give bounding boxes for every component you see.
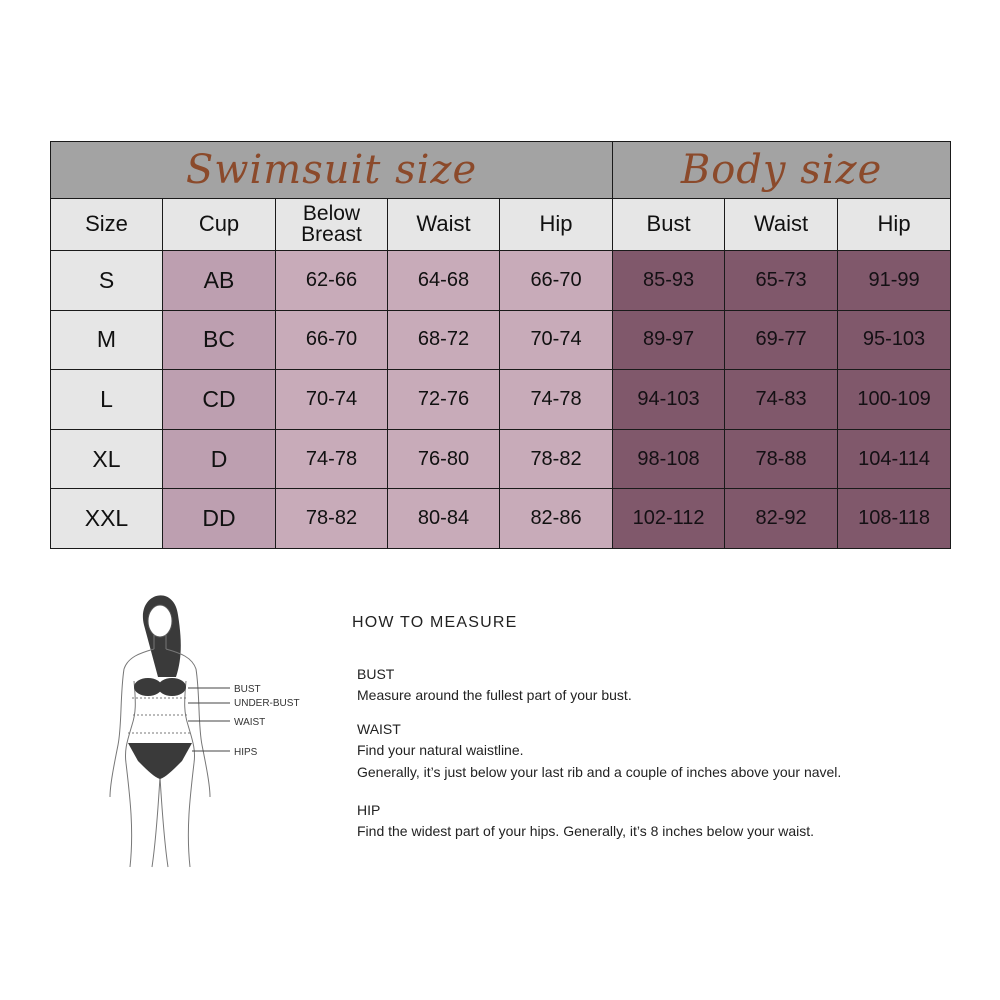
hip-cell: 70-74	[500, 310, 613, 370]
below-breast-cell: 62-66	[276, 251, 388, 311]
header-below-breast: Below Breast	[276, 198, 388, 251]
header-waist: Waist	[388, 198, 500, 251]
hip-cell: 78-82	[500, 429, 613, 489]
hip-description: Find the widest part of your hips. Generally, it’s 8 inches below your waist.	[357, 823, 815, 839]
body-measurement-figure	[100, 585, 310, 875]
size-cell: L	[51, 370, 163, 430]
body-hip-cell: 91-99	[838, 251, 951, 311]
waist-description-2: Generally, it’s just below your last rib and a couple of inches above your navel.	[357, 764, 842, 780]
hip-label: HIP	[357, 802, 381, 818]
below-breast-cell: 70-74	[276, 370, 388, 430]
body-waist-cell: 74-83	[725, 370, 838, 430]
waist-cell: 68-72	[388, 310, 500, 370]
bust-description: Measure around the fullest part of your bust.	[357, 687, 632, 703]
waist-description-1: Find your natural waistline.	[357, 742, 524, 758]
briefs-icon	[128, 743, 192, 779]
size-cell: S	[51, 251, 163, 311]
size-cell: XL	[51, 429, 163, 489]
bust-label: BUST	[357, 666, 395, 682]
header-cup: Cup	[163, 198, 276, 251]
body-bust-cell: 94-103	[613, 370, 725, 430]
table-row	[51, 251, 951, 311]
waist-cell: 76-80	[388, 429, 500, 489]
body-waist-cell: 82-92	[725, 489, 838, 549]
bra-right-icon	[158, 678, 186, 696]
swimsuit-size-title: Swimsuit size	[51, 142, 613, 199]
figure-label-hips: HIPS	[234, 747, 258, 758]
section-header-row	[51, 142, 951, 199]
figure-label-under-bust: UNDER-BUST	[234, 698, 300, 709]
cup-cell: AB	[163, 251, 276, 311]
body-hip-cell: 104-114	[838, 429, 951, 489]
header-body-waist: Waist	[725, 198, 838, 251]
table-row	[51, 310, 951, 370]
size-cell: XXL	[51, 489, 163, 549]
waist-cell: 64-68	[388, 251, 500, 311]
body-hip-cell: 108-118	[838, 489, 951, 549]
cup-cell: CD	[163, 370, 276, 430]
body-size-title: Body size	[613, 142, 951, 199]
table-row	[51, 429, 951, 489]
cup-cell: DD	[163, 489, 276, 549]
figure-label-waist: WAIST	[234, 717, 266, 728]
header-body-hip: Hip	[838, 198, 951, 251]
table-row	[51, 370, 951, 430]
header-size: Size	[51, 198, 163, 251]
body-bust-cell: 85-93	[613, 251, 725, 311]
below-breast-cell: 74-78	[276, 429, 388, 489]
how-to-measure-section	[0, 560, 1000, 1000]
cup-cell: BC	[163, 310, 276, 370]
hip-cell: 66-70	[500, 251, 613, 311]
figure-label-bust: BUST	[234, 684, 261, 695]
body-bust-cell: 102-112	[613, 489, 725, 549]
body-hip-cell: 95-103	[838, 310, 951, 370]
body-bust-cell: 98-108	[613, 429, 725, 489]
cup-cell: D	[163, 429, 276, 489]
below-breast-cell: 78-82	[276, 489, 388, 549]
size-cell: M	[51, 310, 163, 370]
column-header-row	[51, 198, 951, 251]
body-waist-cell: 65-73	[725, 251, 838, 311]
header-hip: Hip	[500, 198, 613, 251]
body-hip-cell: 100-109	[838, 370, 951, 430]
waist-cell: 72-76	[388, 370, 500, 430]
body-bust-cell: 89-97	[613, 310, 725, 370]
table-row	[51, 489, 951, 549]
body-waist-cell: 78-88	[725, 429, 838, 489]
bra-left-icon	[134, 678, 162, 696]
how-to-measure-title: HOW TO MEASURE	[352, 614, 518, 631]
body-waist-cell: 69-77	[725, 310, 838, 370]
header-body-bust: Bust	[613, 198, 725, 251]
size-chart-table	[50, 141, 951, 549]
waist-cell: 80-84	[388, 489, 500, 549]
below-breast-cell: 66-70	[276, 310, 388, 370]
hip-cell: 74-78	[500, 370, 613, 430]
hip-cell: 82-86	[500, 489, 613, 549]
waist-label: WAIST	[357, 721, 401, 737]
